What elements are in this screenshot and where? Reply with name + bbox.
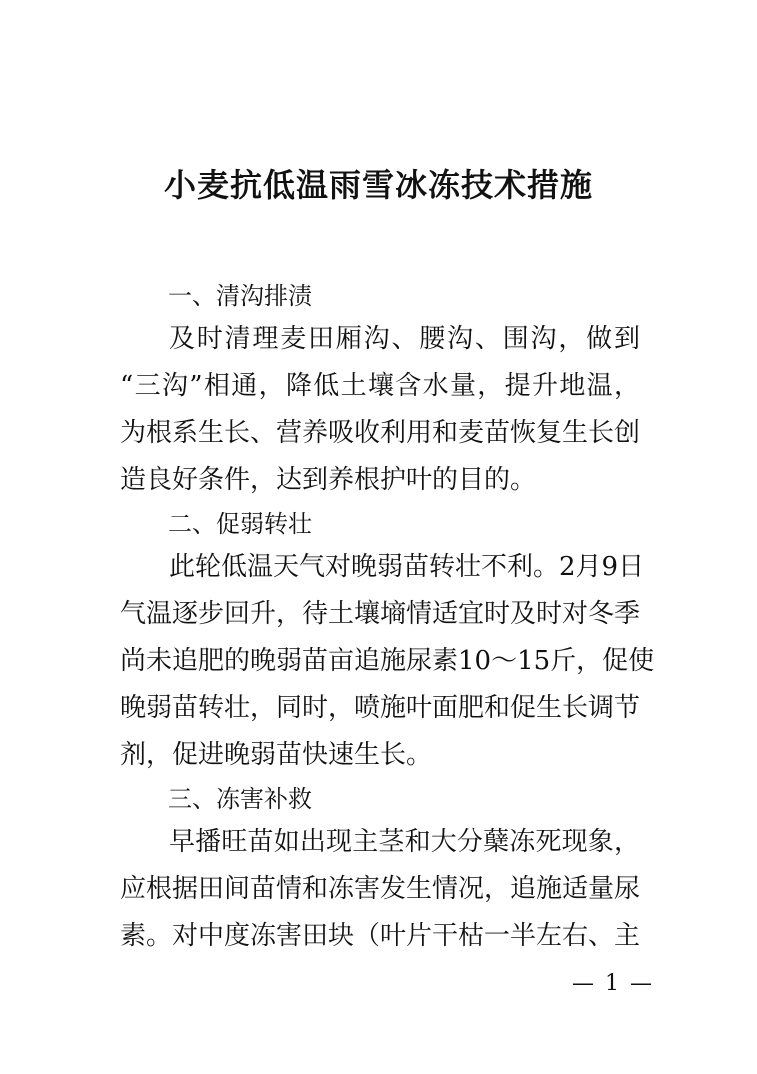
- document-title: 小麦抗低温雨雪冰冻技术措施: [163, 166, 593, 204]
- paragraph-line: 此轮低温天气对晚弱苗转壮不利。2月9日: [169, 552, 645, 582]
- paragraph-line: 剂，促进晚弱苗快速生长。: [120, 740, 433, 770]
- paragraph-line: 及时清理麦田厢沟、腰沟、围沟，做到: [169, 324, 640, 354]
- section-heading-3: 三、冻害补救: [168, 785, 312, 813]
- page-number: — 1 —: [572, 971, 654, 996]
- paragraph-line: 素。对中度冻害田块（叶片干枯一半左右、主: [120, 921, 641, 951]
- paragraph-line: 为根系生长、营养吸收利用和麦苗恢复生长创: [120, 418, 641, 448]
- paragraph-line: 晚弱苗转壮，同时，喷施叶面肥和促生长调节: [120, 693, 641, 723]
- paragraph-line: 应根据田间苗情和冻害发生情况，追施适量尿: [120, 874, 641, 904]
- paragraph-line: 尚未追肥的晚弱苗亩追施尿素10～15斤，促使: [120, 646, 655, 676]
- section-heading-1: 一、清沟排渍: [168, 282, 312, 310]
- paragraph-line: “三沟”相通，降低土壤含水量，提升地温，: [120, 371, 640, 401]
- section-heading-2: 二、促弱转壮: [168, 510, 312, 538]
- paragraph-line: 气温逐步回升，待土壤墒情适宜时及时对冬季: [120, 599, 641, 629]
- paragraph-line: 早播旺苗如出现主茎和大分蘖冻死现象，: [169, 827, 640, 857]
- paragraph-line: 造良好条件，达到养根护叶的目的。: [120, 465, 537, 495]
